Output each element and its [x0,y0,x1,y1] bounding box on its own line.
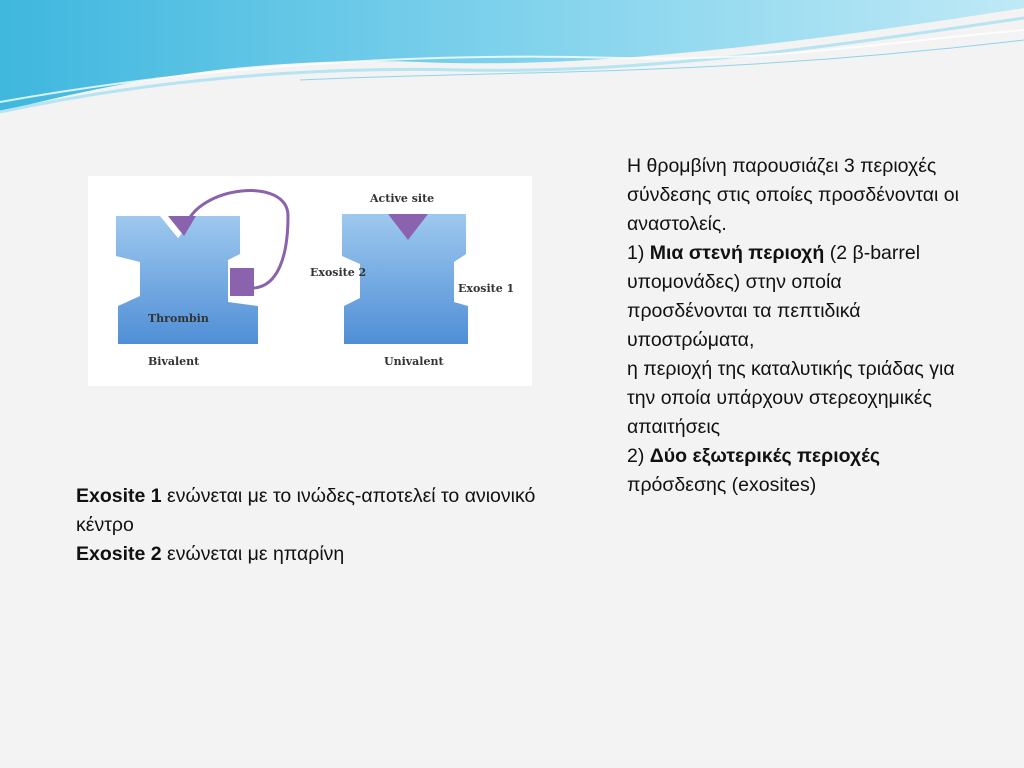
thrombin-binding-description [627,152,967,500]
item-2-text: πρόσδεσης (exosites) [627,474,817,496]
item-1 [627,239,967,355]
thrombin-binding-figure [88,176,532,386]
exosite-1-text: ενώνεται με το ινώδες-αποτελεί το ανιονικό κέντρο [76,485,536,536]
item-1-text: (2 β-barrel υπομονάδες) στην οποία προσδένονται τα πεπτιδικά υποστρώματα, [627,242,921,351]
exosite-2-text: ενώνεται με ηπαρίνη [161,543,345,565]
item-2-number: 2) [627,445,650,467]
item-1-heading: Μια στενή περιοχή [649,242,825,264]
exosite-1-line [76,482,566,540]
header-wave-decoration [0,0,1024,125]
item-2-heading: Δύο εξωτερικές περιοχές [649,445,881,467]
exosite-1-heading: Exosite 1 [76,485,162,507]
label-active-site: Active site [370,192,435,205]
exosite-block-bivalent [230,268,254,296]
thrombin-diagram [88,176,532,386]
label-thrombin: Thrombin [148,312,209,325]
exosite-2-heading: Exosite 2 [76,543,162,565]
intro-paragraph: Η θρομβίνη παρουσιάζει 3 περιοχές σύνδεσης στις οποίες προσδένονται οι αναστολείς. [627,155,959,235]
item-2 [627,442,967,500]
label-univalent: Univalent [384,355,444,368]
exosite-2-line [76,540,566,569]
exosite-description [76,482,566,569]
label-exosite-2: Exosite 2 [310,266,367,279]
label-exosite-1: Exosite 1 [458,282,515,295]
item-1-number: 1) [627,242,650,264]
item-1-continuation: η περιοχή της καταλυτικής τριάδας για την οποία υπάρχουν στερεοχημικές απαιτήσεις [627,358,955,438]
label-bivalent: Bivalent [148,355,200,368]
